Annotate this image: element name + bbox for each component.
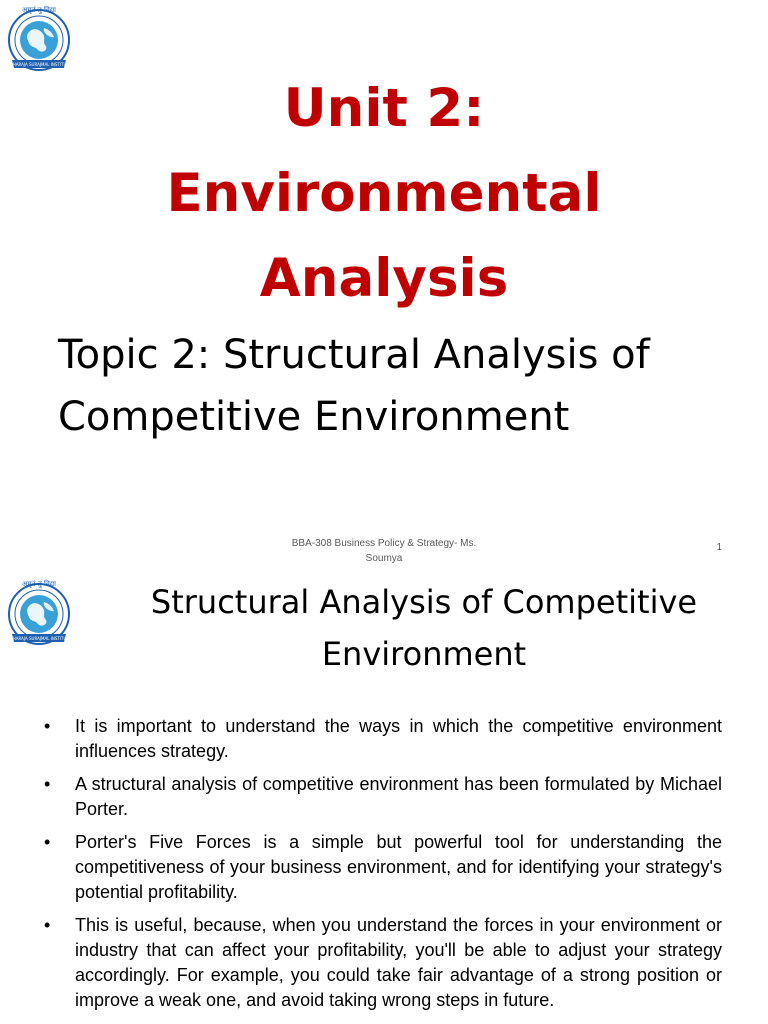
institute-logo-icon <box>2 2 76 76</box>
bullet-list <box>44 714 722 1021</box>
slide-subtitle-line-2: Competitive Environment <box>58 394 570 440</box>
bullet-item: • It is important to understand the ways in which the competitive environment influences strategy. <box>44 714 722 764</box>
logo-ring-text: MAHARAJA SURAJMAL INSTITUTE <box>6 62 72 67</box>
slide-subtitle <box>58 324 748 448</box>
institute-logo-icon <box>2 576 76 650</box>
logo-ring-text: MAHARAJA SURAJMAL INSTITUTE <box>6 636 72 641</box>
slide-title-line-2: Environment <box>321 635 527 673</box>
logo-motto: अमृतं तु विद्या <box>22 6 56 14</box>
bullet-item: • This is useful, because, when you understand the forces in your environment or industry that can affect your profitability, you'll be able to adjust your strategy accordingly. For example, you could take fair advantage of a strong position or improve a weak one, and avoid taking wrong steps in future. <box>44 913 722 1013</box>
slide-title <box>0 66 768 321</box>
slide-title-line-1: Structural Analysis of Competitive <box>150 583 698 621</box>
logo-motto: अमृतं तु विद्या <box>22 580 56 588</box>
slide-2 <box>0 570 768 1024</box>
slide-title-line-3: Analysis <box>259 248 509 309</box>
page-number: 1 <box>716 542 722 553</box>
slide-footer <box>262 536 506 566</box>
footer-line-2: Soumya <box>365 553 403 564</box>
slide-subtitle-line-1: Topic 2: Structural Analysis of <box>58 332 650 378</box>
slide-title-line-1: Unit 2: <box>283 78 485 139</box>
bullet-item: • A structural analysis of competitive environment has been formulated by Michael Porter. <box>44 772 722 822</box>
slide-title <box>120 576 728 680</box>
slide-title-line-2: Environmental <box>166 163 602 224</box>
bullet-item: • Porter's Five Forces is a simple but powerful tool for understanding the competitiveness of your business environment, and for identifying your strategy's potential profitability. <box>44 830 722 905</box>
footer-line-1: BBA-308 Business Policy & Strategy- Ms. <box>291 538 477 549</box>
